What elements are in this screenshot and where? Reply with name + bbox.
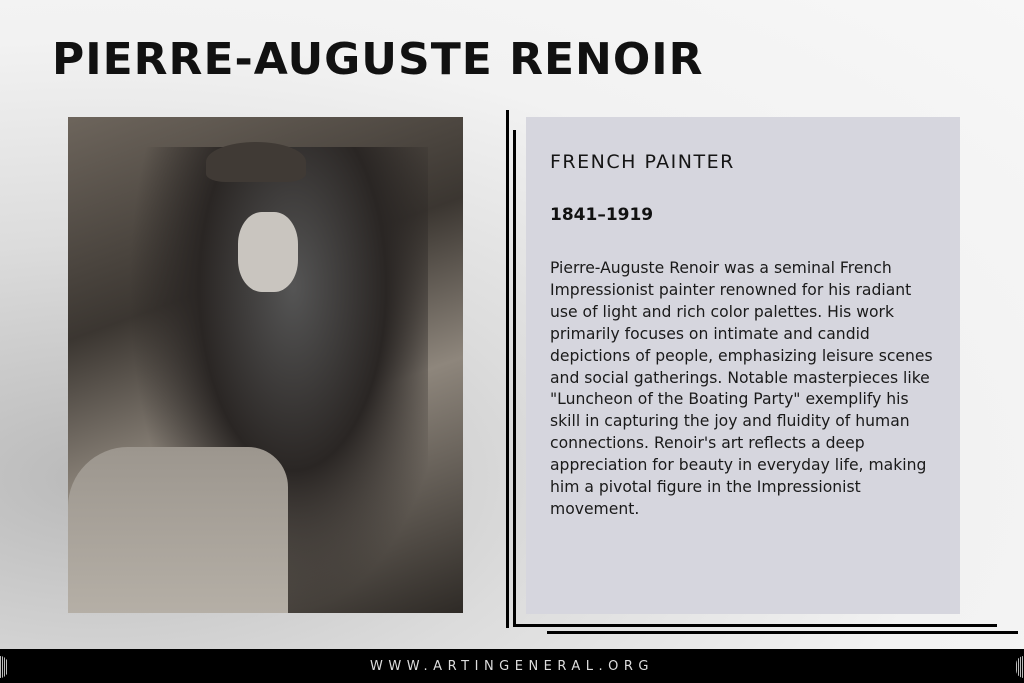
website-link[interactable]: WWW.ARTINGENERAL.ORG — [369, 658, 655, 674]
decor-line-vertical-outer — [506, 110, 509, 628]
life-years: 1841–1919 — [550, 205, 654, 225]
portrait-cap — [206, 142, 306, 182]
portrait-beard — [238, 212, 298, 292]
decor-line-horizontal-inner — [513, 624, 997, 627]
portrait-photo — [68, 117, 463, 613]
biography-text: Pierre-Auguste Renoir was a seminal French Impressionist painter renowned for his radiant use of light and rich color palettes. His work primarily focuses on intimate and candid depictions of people, emphasizing leisure scenes and social gatherings. Notable masterpieces like "Luncheon of the Boating Party" exemplify his skill in capturing the joy and fluidity of human connections. Renoir's art reflects a deep appreciation for beauty in everyday life, making him a pivotal figure in the Impressionist movement. — [550, 259, 933, 518]
decor-line-vertical-inner — [513, 130, 516, 627]
page-title: PIERRE-AUGUSTE RENOIR — [52, 34, 704, 85]
bio-card — [526, 117, 960, 614]
profession: FRENCH PAINTER — [550, 151, 735, 173]
footer-bar — [0, 649, 1024, 683]
portrait-legs — [68, 447, 288, 613]
footer-right-ornament — [1016, 656, 1024, 678]
decor-line-horizontal-outer — [547, 631, 1018, 634]
